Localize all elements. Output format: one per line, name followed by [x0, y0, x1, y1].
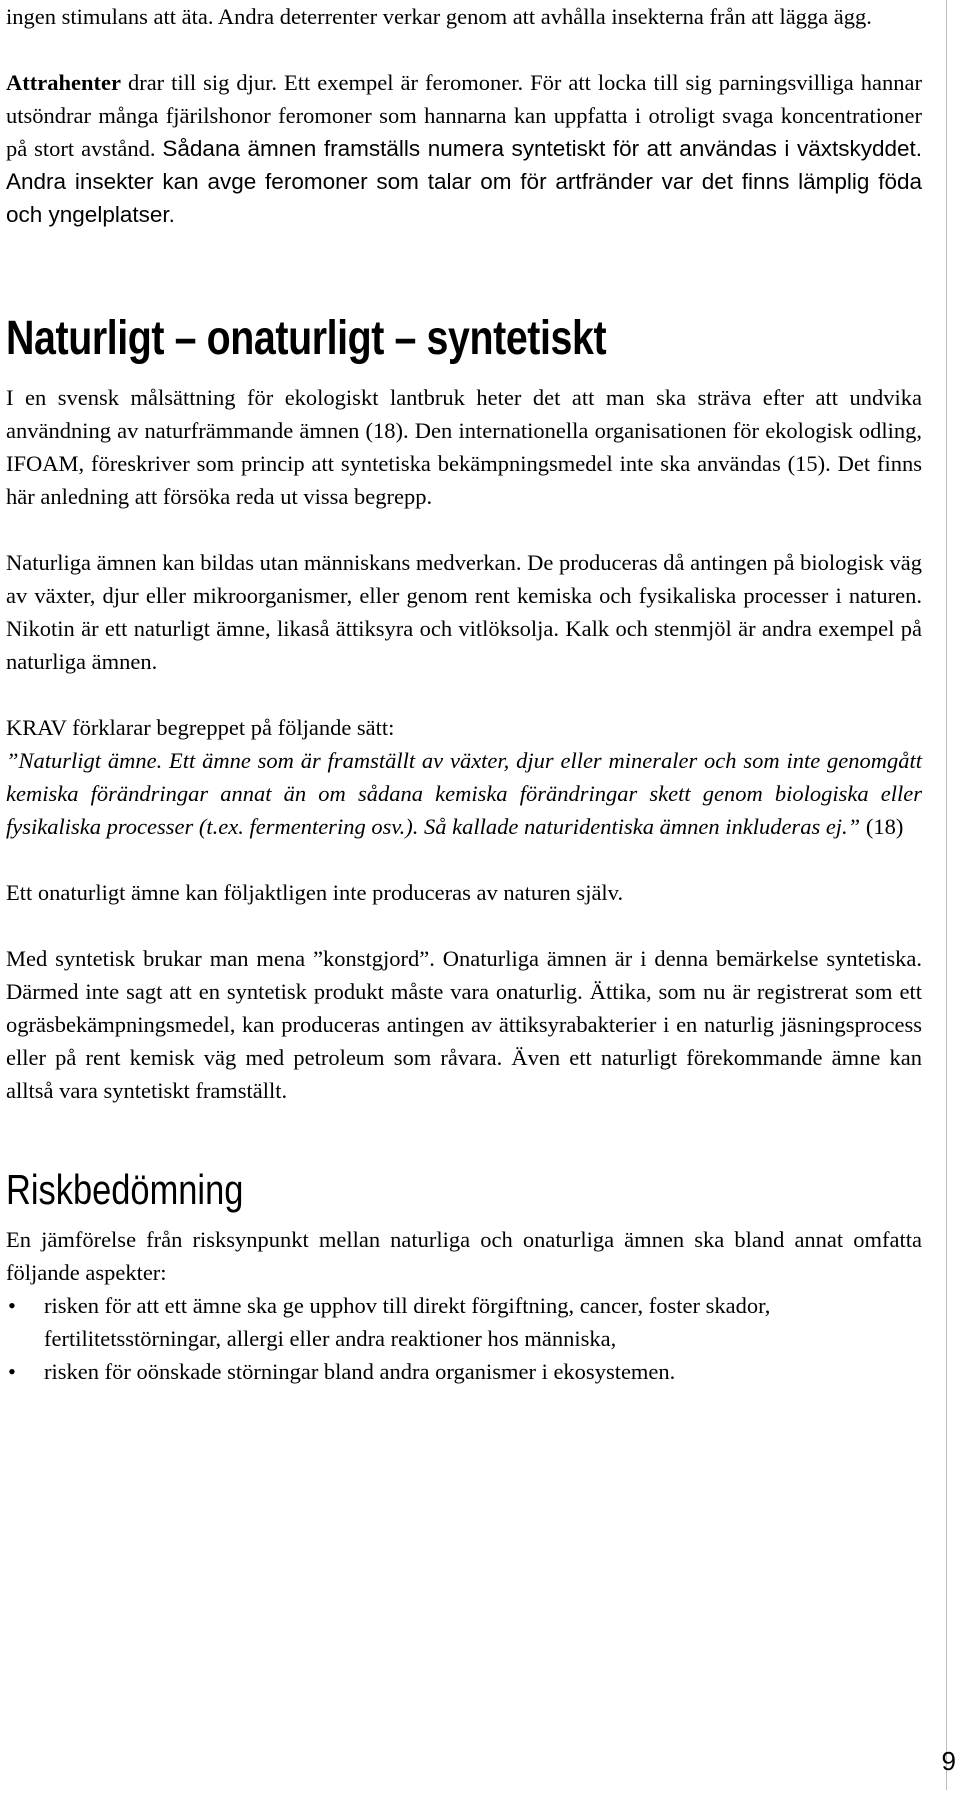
term-attractants: Attrahenter [6, 70, 121, 95]
krav-intro: KRAV förklarar begreppet på följande sätt: [6, 715, 395, 740]
section-heading-risk: Riskbedömning [6, 1166, 244, 1213]
paragraph-ecological-goal: I en svensk målsättning för ekologiskt lantbruk heter det att man ska sträva efter att undvika användning av naturfrämmande ämnen (18). Den internationella organisationen för ekologisk odling, IFOAM, föreskriver som princip att syntetiska bekämpningsmedel inte ska användas (15). Det finns här anledning att försöka reda ut vissa begrepp. [6, 385, 922, 509]
list-item-text: risken för oönskade störningar bland andra organismer i ekosystemen. [44, 1359, 676, 1384]
bullet-icon: • [8, 1359, 16, 1384]
bullet-icon: • [8, 1293, 16, 1318]
krav-quote-reference: (18) [860, 814, 904, 839]
paragraph-attractants [6, 66, 922, 231]
paragraph-deterrents-end: ingen stimulans att äta. Andra deterrenter verkar genom att avhålla insekterna från att lägga ägg. [6, 4, 872, 29]
krav-quote-text: ”Naturligt ämne. Ett ämne som är framställt av växter, djur eller mineraler och som inte genomgått kemiska förändringar annat än om sådana kemiska förändringar skett genom biologiska eller fysikaliska processer (t.ex. fermentering osv.). Så kallade naturidentiska ämnen inkluderas ej.” [6, 748, 922, 839]
paragraph-synthetic: Med syntetisk brukar man mena ”konstgjord”. Onaturliga ämnen är i denna bemärkelse syntetiska. Därmed inte sagt att en syntetisk produkt måste vara onaturlig. Ättika, som nu är registrerat som ett ogräsbekämpningsmedel, kan produceras antingen av ättiksyrabakterier i en naturlig jäsningsprocess eller på rent kemisk väg med petroleum som råvara. Även ett naturligt förekommande ämne kan alltså vara syntetiskt framställt. [6, 946, 922, 1103]
risk-aspects-list [6, 1289, 922, 1388]
paragraph-unnatural: Ett onaturligt ämne kan följaktligen inte produceras av naturen själv. [6, 880, 624, 905]
list-item [6, 1355, 922, 1388]
krav-definition-block [6, 711, 922, 843]
section-heading-natural: Naturligt – onaturligt – syntetiskt [6, 312, 607, 365]
krav-quote [6, 744, 922, 843]
list-item-text: risken för att ett ämne ska ge upphov till direkt förgiftning, cancer, foster skador, fertilitetsstörningar, allergi eller andra reaktioner hos människa, [44, 1293, 771, 1351]
page-number: 9 [941, 1746, 956, 1776]
attractants-text-b: Sådana ämnen framställs numera syntetiskt för att användas i växtskyddet. Andra insekter kan avge feromoner som talar om för artfränder var det finns lämplig föda och yngelplatser. [6, 136, 923, 227]
page-content [6, 0, 922, 1388]
paragraph-risk-intro: En jämförelse från risksynpunkt mellan naturliga och onaturliga ämnen ska bland annat omfatta följande aspekter: [6, 1227, 922, 1285]
margin-rule [946, 0, 947, 1790]
paragraph-natural-substances: Naturliga ämnen kan bildas utan människans medverkan. De produceras då antingen på biologisk väg av växter, djur eller mikroorganismer, eller genom rent kemiska och fysikaliska processer i naturen. Nikotin är ett naturligt ämne, likaså ättiksyra och vitlöksolja. Kalk och stenmjöl är andra exempel på naturliga ämnen. [6, 550, 922, 674]
attractants-text-a: drar till sig djur. Ett exempel är feromoner. För att locka till sig parningsvilliga hannar utsöndrar många fjärilshonor feromoner som hannarna kan uppfatta i otroligt svaga koncentrationer på stort avstånd. [6, 70, 922, 161]
list-item [6, 1289, 922, 1355]
